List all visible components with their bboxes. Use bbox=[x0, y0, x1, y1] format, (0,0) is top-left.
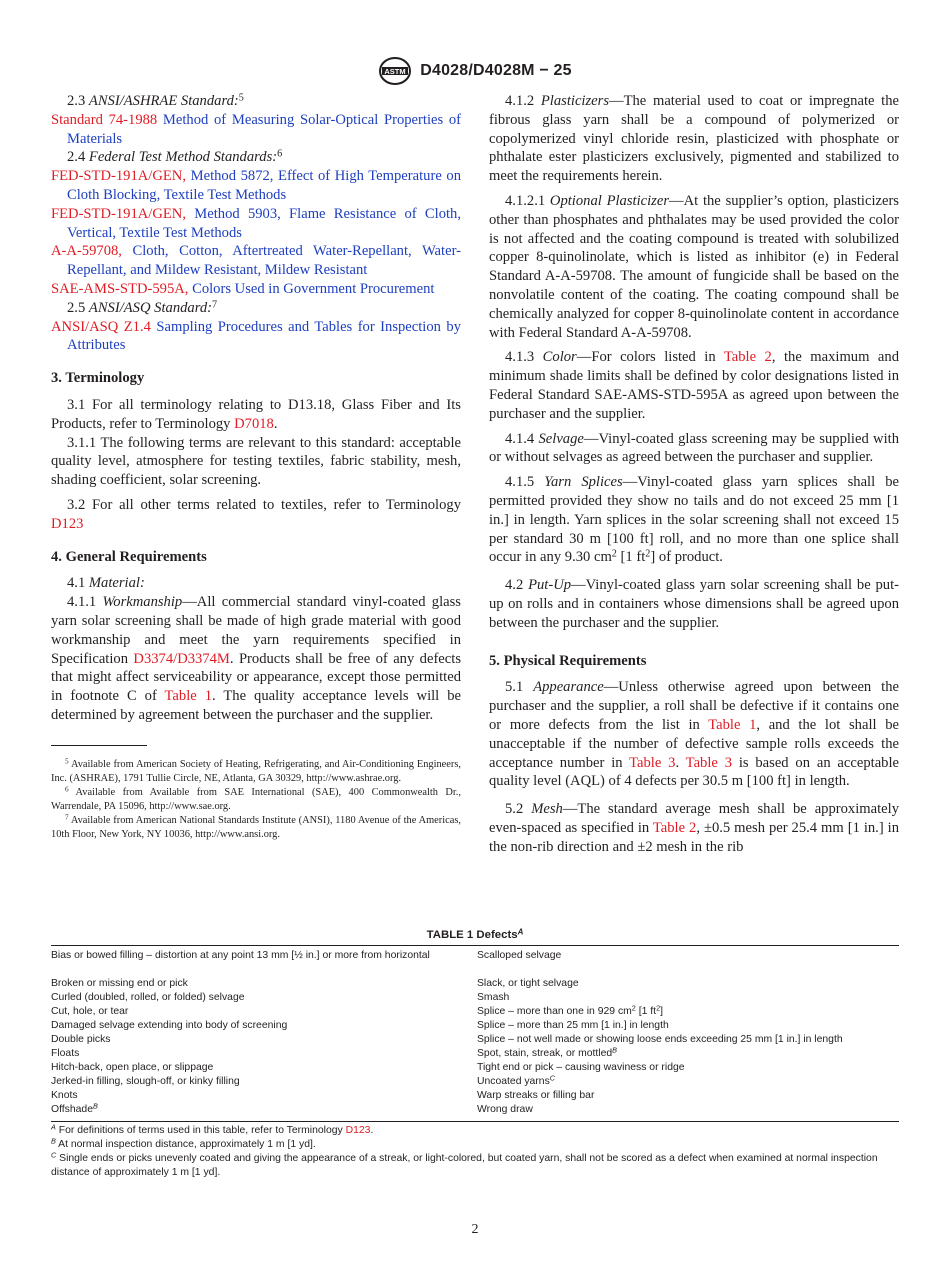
para-4-1-2: 4.1.2 Plasticizers—The material used to coat or impregnate the fibrous glass yarn shall be a compound of polymerized or copolymerized vinyl chloride resin, plasticized with phosphate or phthalate ester plasticizers exclusively, pigmented and stabilized to meet the requirements herein. bbox=[489, 93, 899, 185]
section-2-3: 2.3 ANSI/ASHRAE Standard:$^5$ bbox=[67, 92, 244, 109]
svg-text:ASTM: ASTM bbox=[384, 67, 406, 76]
ref-fed-5903[interactable]: FED-STD-191A/GEN, Method 5903, Flame Resistance of Cloth, Vertical, Textile Test Methods bbox=[51, 205, 461, 241]
footnote-7: $^7$ Available from American National Standards Institute (ANSI), 1180 Avenue of the Americas, 10th Floor, New York, NY 10036, http://www.ansi.org. bbox=[51, 813, 461, 840]
link-table-3[interactable]: Table 3 bbox=[629, 754, 676, 771]
link-table-1[interactable]: Table 1 bbox=[164, 688, 213, 705]
table-note-a: $^A$ For definitions of terms used in this table, refer to Terminology D123. bbox=[51, 1122, 374, 1136]
link-table-2[interactable]: Table 2 bbox=[723, 349, 772, 366]
ref-a-a-59708[interactable]: A-A-59708, Cloth, Cotton, Aftertreated Water-Repellant, Water-Repellant, and Mildew Resistant, Mildew Resistant bbox=[51, 243, 461, 279]
table-notes bbox=[51, 1124, 899, 1180]
table-cell: Curled (doubled, rolled, or folded) selvage bbox=[51, 992, 245, 1003]
heading-general-requirements: 4. General Requirements bbox=[51, 548, 207, 565]
para-3-1-1: 3.1.1 The following terms are relevant to this standard: acceptable quality level, atmosphere for testing textiles, fabric stability, mesh, shading coefficient, solar screening. bbox=[51, 434, 461, 489]
table-cell: Broken or missing end or pick bbox=[51, 978, 188, 989]
page-number: 2 bbox=[471, 1222, 479, 1237]
ref-fed-5872[interactable]: FED-STD-191A/GEN, Method 5872, Effect of High Temperature on Cloth Blocking, Textile Test Methods bbox=[51, 168, 461, 203]
table-cell: Scalloped selvage bbox=[477, 950, 562, 961]
para-4-1-2-1: 4.1.2.1 Optional Plasticizer—At the supplier’s option, plasticizers other than phosphates and phthalates may be used provided the color is not affected and the coating compound is treated with solubilized copper 8-quinolinolate, which is listed as inhibitor (e) in Federal Standard A-A-59708. The amount of fungicide shall be based on the nonvolatile content of the coating. The coating compound shall be chemically analyzed for copper 8-quinolinolate content in accordance with Federal Standard A-A-59708. bbox=[489, 192, 899, 341]
para-4-1-5: 4.1.5 Yarn Splices—Vinyl-coated glass yarn splices shall be permitted provided they show no tails and do not exceed 25 mm [1 in.] in length. Yarn splices in the solar screening shall not exceed 15 per standard 30 m [100 ft] roll, and no more than one splice shall occur in any 9.30 $cm^2$ [1 $ft^2$] of product. bbox=[489, 474, 899, 566]
para-4-1: 4.1 Material: bbox=[67, 575, 145, 592]
table-cell: Slack, or tight selvage bbox=[477, 978, 579, 989]
table-cell: Damaged selvage extending into body of screening bbox=[51, 1020, 288, 1031]
footnotes bbox=[51, 758, 461, 842]
table-cell: Jerked-in filling, slough-off, or kinky filling bbox=[51, 1076, 240, 1087]
ref-sae-595a[interactable]: SAE-AMS-STD-595A, Colors Used in Government Procurement bbox=[51, 280, 435, 297]
table-cell: Hitch-back, open place, or slippage bbox=[51, 1062, 214, 1073]
table-cell: Warp streaks or filling bar bbox=[477, 1090, 595, 1101]
table-left-column bbox=[51, 949, 477, 1117]
table-cell: Splice – more than 25 mm [1 in.] in length bbox=[477, 1020, 669, 1031]
table-cell: Spot, stain, streak, or mottled$^B$ bbox=[477, 1045, 617, 1059]
right-column bbox=[489, 92, 899, 856]
ref-ansi-z1-4[interactable]: ANSI/ASQ Z1.4 Sampling Procedures and Tables for Inspection by Attributes bbox=[51, 318, 462, 354]
table-cell: Smash bbox=[477, 992, 510, 1003]
link-d3374[interactable]: D3374/D3374M bbox=[133, 650, 230, 667]
link-d7018[interactable]: D7018 bbox=[234, 415, 274, 432]
table-cell: Splice – not well made or showing loose ends exceeding 25 mm [1 in.] in length bbox=[477, 1034, 843, 1045]
page-header bbox=[0, 56, 950, 86]
table-cell: Floats bbox=[51, 1048, 80, 1059]
heading-terminology: 3. Terminology bbox=[51, 370, 145, 387]
section-2-5: 2.5 ANSI/ASQ Standard:$^7$ bbox=[67, 299, 218, 316]
table-note-c: $^C$ Single ends or picks unevenly coated and giving the appearance of a streak, or light-colored, but coated yarn, shall not be scored as a defect when examined at normal inspection distance of approximately 1 m [1 yd]. bbox=[51, 1150, 878, 1178]
astm-logo-icon bbox=[378, 56, 412, 86]
para-5-2: 5.2 Mesh—The standard average mesh shall be approximately even-spaced as specified in Table 2, ±0.5 mesh per 25.4 mm [1 in.] in the non-rib direction and ±2 mesh in the rib bbox=[489, 801, 899, 855]
para-4-2: 4.2 Put-Up—Vinyl-coated glass yarn solar screening shall be put-up on rolls and in containers whose dimensions shall be agreed upon between the purchaser and the supplier. bbox=[489, 577, 900, 631]
heading-physical-requirements: 5. Physical Requirements bbox=[489, 652, 647, 669]
table-cell: Tight end or pick – causing waviness or ridge bbox=[477, 1062, 685, 1073]
table-cell: Offshade$^B$ bbox=[51, 1101, 98, 1115]
table-cell: Double picks bbox=[51, 1034, 111, 1045]
link-table-3[interactable]: Table 3 bbox=[685, 754, 732, 771]
link-table-1[interactable]: Table 1 bbox=[708, 716, 757, 733]
table-cell: Wrong draw bbox=[477, 1104, 533, 1115]
left-column bbox=[51, 92, 461, 842]
footnote-5: $^5$ Available from American Society of Heating, Refrigerating, and Air-Conditioning Engineers, Inc. (ASHRAE), 1791 Tullie Circle, NE, Atlanta, GA 30329, http://www.ashrae.org. bbox=[51, 757, 461, 784]
para-4-1-3: 4.1.3 Color—For colors listed in Table 2, the maximum and minimum shade limits shall be defined by color designations listed in Federal Standard SAE-AMS-STD-595A as agreed upon between the purchaser and the supplier. bbox=[489, 349, 899, 422]
para-4-1-4: 4.1.4 Selvage—Vinyl-coated glass screening may be supplied with or without selvages as agreed between the purchaser and supplier. bbox=[489, 430, 899, 466]
ref-ashrae-74[interactable]: Standard 74-1988 Method of Measuring Solar-Optical Properties of Materials bbox=[51, 111, 462, 147]
table-title: TABLE 1 Defects$^A$ bbox=[426, 927, 524, 941]
table-cell: Uncoated yarns$^C$ bbox=[477, 1073, 556, 1087]
link-d123[interactable]: D123 bbox=[51, 515, 84, 532]
table-cell: Cut, hole, or tear bbox=[51, 1006, 129, 1017]
table-cell: Bias or bowed filling – distortion at any point 13 mm [½ in.] or more from horizontal bbox=[51, 950, 430, 961]
para-5-1: 5.1 Appearance—Unless otherwise agreed upon between the purchaser and the supplier, a roll shall be defective if it contains one or more defects from the list in Table 1, and the lot shall be unacceptable if the number of defective sample rolls exceeds the acceptance number in Table 3. Table 3 is based on an acceptable quality level (AQL) of 4 defects per 30.5 m [100 ft] in length. bbox=[489, 679, 899, 790]
link-d123[interactable]: D123 bbox=[345, 1125, 371, 1136]
link-table-2[interactable]: Table 2 bbox=[652, 819, 697, 836]
para-3-1: 3.1 For all terminology relating to D13.18, Glass Fiber and Its Products, refer to Terminology D7018. bbox=[51, 396, 461, 432]
document-title: D4028/D4028M − 25 bbox=[420, 62, 572, 79]
table-cell: Knots bbox=[51, 1090, 78, 1101]
table-note-b: $^B$ At normal inspection distance, approximately 1 m [1 yd]. bbox=[51, 1136, 316, 1150]
table-1 bbox=[51, 928, 899, 1180]
footnote-rule bbox=[51, 745, 147, 746]
table-cell: Splice – more than one in 929 $cm^2$ [1 $ft^2$] bbox=[477, 1003, 663, 1017]
table-body bbox=[51, 945, 899, 1122]
para-4-1-1: 4.1.1 Workmanship—All commercial standard vinyl-coated glass yarn solar screening shall be made of high grade material with good workmanship and meet the yarn requirements specified in Specification D3374/D3374M. Products shall be free of any defects that might affect serviceability or appearance, except those permitted in footnote C of Table 1. The quality acceptance levels will be determined by agreement between the purchaser and the supplier. bbox=[51, 594, 461, 723]
table-right-column bbox=[477, 949, 899, 1117]
footnote-6: $^6$ Available from Available from SAE International (SAE), 400 Commonwealth Dr., Warrendale, PA 15096, http://www.sae.org. bbox=[51, 785, 461, 812]
para-3-2: 3.2 For all other terms related to textiles, refer to Terminology D123 bbox=[51, 496, 461, 532]
section-2-4: 2.4 Federal Test Method Standards:$^6$ bbox=[67, 148, 283, 166]
